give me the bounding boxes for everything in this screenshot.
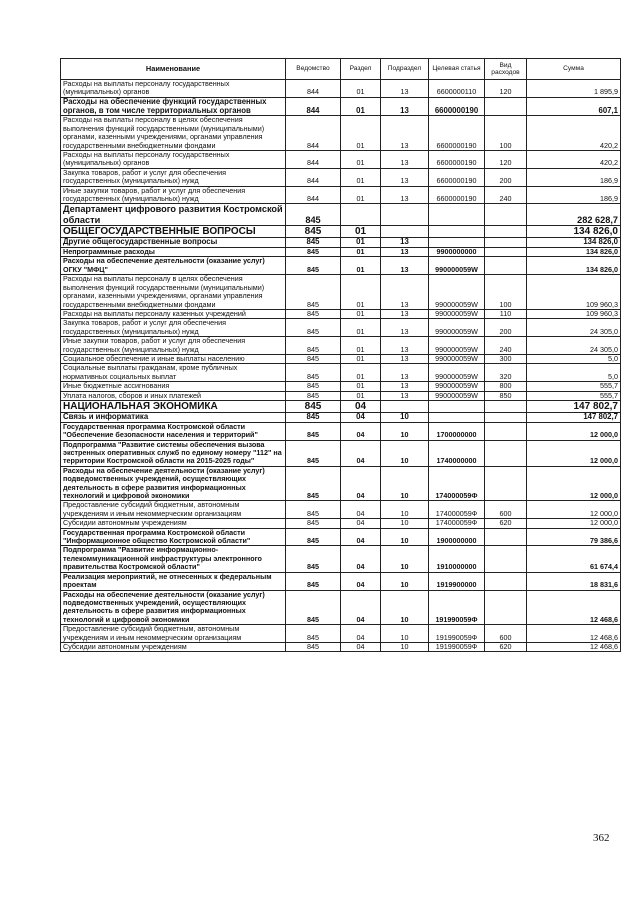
row-section: 01 (341, 257, 381, 275)
row-dept: 845 (286, 625, 341, 643)
row-name: Связь и информатика (61, 412, 286, 422)
row-section: 04 (341, 625, 381, 643)
row-subsection: 13 (381, 186, 429, 204)
table-row (61, 400, 621, 412)
row-target: 1700000000 (429, 422, 485, 440)
table-row (61, 257, 621, 275)
row-exp-type: 850 (485, 391, 527, 400)
row-name: Расходы на обеспечение деятельности (оказание услуг) подведомственных учреждений, осуществляющих деятельность в сфере развития информационных технологий и цифровой экономики (61, 466, 286, 501)
row-section: 04 (341, 422, 381, 440)
row-exp-type: 600 (485, 625, 527, 643)
row-dept: 845 (286, 337, 341, 355)
row-subsection: 13 (381, 116, 429, 151)
row-sum: 147 802,7 (527, 412, 621, 422)
row-section: 04 (341, 466, 381, 501)
row-sum: 12 468,6 (527, 590, 621, 625)
row-dept: 845 (286, 364, 341, 382)
table-row (61, 466, 621, 501)
row-sum: 134 826,0 (527, 226, 621, 238)
row-subsection: 13 (381, 151, 429, 169)
row-exp-type: 320 (485, 364, 527, 382)
table-row (61, 186, 621, 204)
budget-table (60, 58, 621, 652)
row-target: 990000059W (429, 382, 485, 391)
row-section: 01 (341, 226, 381, 238)
row-sum: 24 305,0 (527, 337, 621, 355)
row-sum: 24 305,0 (527, 319, 621, 337)
table-row (61, 275, 621, 310)
table-row (61, 422, 621, 440)
row-target: 1919900000 (429, 572, 485, 590)
row-name: Расходы на выплаты персоналу государственных (муниципальных) органов (61, 151, 286, 169)
row-dept: 845 (286, 248, 341, 257)
row-name: Расходы на выплаты персоналу в целях обеспечения выполнения функций государственными (муниципальными) органами, казенными учреждениями, органами управления государственными внебюджетными фондами (61, 116, 286, 151)
row-target: 191990059Ф (429, 642, 485, 651)
row-dept: 845 (286, 466, 341, 501)
row-dept: 844 (286, 97, 341, 116)
row-name: Закупка товаров, работ и услуг для обеспечения государственных (муниципальных) нужд (61, 168, 286, 186)
row-dept: 845 (286, 319, 341, 337)
row-section: 04 (341, 546, 381, 572)
row-section: 01 (341, 248, 381, 257)
row-exp-type (485, 440, 527, 466)
row-subsection: 10 (381, 466, 429, 501)
row-sum: 5,0 (527, 354, 621, 363)
row-name: Государственная программа Костромской области "Информационное общество Костромской области" (61, 528, 286, 546)
row-dept: 845 (286, 422, 341, 440)
table-row (61, 337, 621, 355)
row-exp-type (485, 257, 527, 275)
row-subsection: 13 (381, 97, 429, 116)
row-dept: 845 (286, 382, 341, 391)
row-target: 1740000000 (429, 440, 485, 466)
row-sum: 12 468,6 (527, 625, 621, 643)
row-exp-type (485, 546, 527, 572)
row-sum: 12 000,0 (527, 519, 621, 528)
table-row (61, 528, 621, 546)
row-name: Предоставление субсидий бюджетным, автономным учреждениям и иным некоммерческим организациям (61, 625, 286, 643)
row-section: 01 (341, 97, 381, 116)
row-dept: 845 (286, 642, 341, 651)
row-subsection: 13 (381, 168, 429, 186)
row-sum: 12 468,6 (527, 642, 621, 651)
row-target: 6600000190 (429, 186, 485, 204)
row-name: Предоставление субсидий бюджетным, автономным учреждениям и иным некоммерческим организациям (61, 501, 286, 519)
row-dept: 845 (286, 275, 341, 310)
row-target (429, 238, 485, 248)
row-sum: 18 831,6 (527, 572, 621, 590)
row-exp-type: 120 (485, 80, 527, 98)
column-header-target: Целевая статья (429, 59, 485, 80)
row-subsection: 13 (381, 309, 429, 318)
row-section (341, 204, 381, 226)
row-exp-type (485, 248, 527, 257)
row-subsection: 13 (381, 354, 429, 363)
row-subsection: 10 (381, 590, 429, 625)
column-header-section: Раздел (341, 59, 381, 80)
row-sum: 186,9 (527, 186, 621, 204)
row-name: Расходы на обеспечение деятельности (оказание услуг) ОГКУ "МФЦ" (61, 257, 286, 275)
table-row (61, 642, 621, 651)
row-sum: 186,9 (527, 168, 621, 186)
row-section: 04 (341, 528, 381, 546)
row-sum: 109 960,3 (527, 309, 621, 318)
row-exp-type: 200 (485, 319, 527, 337)
table-row (61, 248, 621, 257)
row-section: 04 (341, 501, 381, 519)
row-dept: 845 (286, 519, 341, 528)
row-dept: 845 (286, 204, 341, 226)
table-row (61, 238, 621, 248)
row-dept: 845 (286, 226, 341, 238)
row-dept: 845 (286, 440, 341, 466)
table-row (61, 412, 621, 422)
row-section: 01 (341, 354, 381, 363)
row-section: 04 (341, 572, 381, 590)
row-section: 01 (341, 151, 381, 169)
table-body (61, 80, 621, 652)
row-sum: 12 000,0 (527, 440, 621, 466)
table-row (61, 501, 621, 519)
row-subsection: 13 (381, 382, 429, 391)
table-header-row (61, 59, 621, 80)
row-name: Иные закупки товаров, работ и услуг для обеспечения государственных (муниципальных) нужд (61, 337, 286, 355)
row-sum: 12 000,0 (527, 501, 621, 519)
row-section: 04 (341, 400, 381, 412)
row-dept: 845 (286, 257, 341, 275)
row-dept: 845 (286, 400, 341, 412)
row-section: 01 (341, 364, 381, 382)
column-header-dept: Ведомство (286, 59, 341, 80)
row-name: Закупка товаров, работ и услуг для обеспечения государственных (муниципальных) нужд (61, 319, 286, 337)
table-row (61, 546, 621, 572)
row-name: Социальные выплаты гражданам, кроме публичных нормативных социальных выплат (61, 364, 286, 382)
row-target: 990000059W (429, 354, 485, 363)
row-target (429, 226, 485, 238)
row-section: 01 (341, 391, 381, 400)
row-subsection: 10 (381, 642, 429, 651)
row-dept: 844 (286, 151, 341, 169)
row-section: 01 (341, 309, 381, 318)
table-row (61, 204, 621, 226)
row-name: Субсидии автономным учреждениям (61, 519, 286, 528)
table-row (61, 319, 621, 337)
row-subsection: 10 (381, 546, 429, 572)
page-number: 362 (593, 832, 610, 844)
table-row (61, 364, 621, 382)
row-subsection: 13 (381, 337, 429, 355)
row-section: 01 (341, 238, 381, 248)
row-sum: 555,7 (527, 382, 621, 391)
row-subsection: 13 (381, 391, 429, 400)
row-dept: 844 (286, 186, 341, 204)
row-sum: 147 802,7 (527, 400, 621, 412)
table-row (61, 354, 621, 363)
table-row (61, 440, 621, 466)
row-name: Расходы на выплаты персоналу в целях обеспечения выполнения функций государственными (муниципальными) органами, казенными учреждениями, органами управления государственными внебюджетными фондами (61, 275, 286, 310)
row-exp-type: 100 (485, 116, 527, 151)
row-sum: 5,0 (527, 364, 621, 382)
row-target: 990000059W (429, 391, 485, 400)
row-name: Реализация мероприятий, не отнесенных к федеральным проектам (61, 572, 286, 590)
row-name: Расходы на выплаты персоналу казенных учреждений (61, 309, 286, 318)
table-row (61, 391, 621, 400)
row-section: 01 (341, 337, 381, 355)
row-name: Департамент цифрового развития Костромской области (61, 204, 286, 226)
row-section: 04 (341, 590, 381, 625)
row-subsection: 10 (381, 528, 429, 546)
column-header-sum: Сумма (527, 59, 621, 80)
row-section: 01 (341, 186, 381, 204)
row-subsection: 13 (381, 275, 429, 310)
row-target (429, 412, 485, 422)
row-subsection: 13 (381, 248, 429, 257)
row-dept: 844 (286, 116, 341, 151)
row-exp-type: 240 (485, 186, 527, 204)
row-dept: 844 (286, 168, 341, 186)
row-subsection: 10 (381, 422, 429, 440)
row-target: 990000059W (429, 337, 485, 355)
table-row (61, 80, 621, 98)
row-section: 01 (341, 319, 381, 337)
row-name: Государственная программа Костромской области "Обеспечение безопасности населения и территорий" (61, 422, 286, 440)
row-target: 990000059W (429, 275, 485, 310)
row-subsection: 10 (381, 440, 429, 466)
row-name: Другие общегосударственные вопросы (61, 238, 286, 248)
row-sum: 61 674,4 (527, 546, 621, 572)
row-subsection (381, 226, 429, 238)
row-subsection (381, 400, 429, 412)
table-row (61, 382, 621, 391)
row-name: Социальное обеспечение и иные выплаты населению (61, 354, 286, 363)
row-target: 191990059Ф (429, 625, 485, 643)
row-dept: 845 (286, 528, 341, 546)
row-subsection: 10 (381, 412, 429, 422)
table-row (61, 97, 621, 116)
row-name: ОБЩЕГОСУДАРСТВЕННЫЕ ВОПРОСЫ (61, 226, 286, 238)
row-exp-type: 200 (485, 168, 527, 186)
table-row (61, 309, 621, 318)
row-target: 1910000000 (429, 546, 485, 572)
row-sum: 1 895,9 (527, 80, 621, 98)
row-section: 04 (341, 519, 381, 528)
row-name: Иные закупки товаров, работ и услуг для обеспечения государственных (муниципальных) нужд (61, 186, 286, 204)
budget-table-page (60, 58, 620, 652)
row-dept: 845 (286, 309, 341, 318)
row-target: 6600000110 (429, 80, 485, 98)
row-target: 9900000000 (429, 248, 485, 257)
row-sum: 79 386,6 (527, 528, 621, 546)
row-target: 174000059Ф (429, 519, 485, 528)
row-exp-type: 800 (485, 382, 527, 391)
row-dept: 845 (286, 590, 341, 625)
row-subsection: 10 (381, 572, 429, 590)
row-section: 04 (341, 440, 381, 466)
row-exp-type (485, 226, 527, 238)
row-exp-type: 600 (485, 501, 527, 519)
row-exp-type: 120 (485, 151, 527, 169)
row-target (429, 400, 485, 412)
row-name: Расходы на выплаты персоналу государственных (муниципальных) органов (61, 80, 286, 98)
row-sum: 134 826,0 (527, 248, 621, 257)
table-row (61, 590, 621, 625)
row-exp-type (485, 466, 527, 501)
row-exp-type (485, 204, 527, 226)
row-exp-type (485, 590, 527, 625)
column-header-exp-type: Вид расходов (485, 59, 527, 80)
table-row (61, 151, 621, 169)
row-subsection: 13 (381, 80, 429, 98)
row-subsection: 10 (381, 501, 429, 519)
row-target: 1900000000 (429, 528, 485, 546)
row-target: 174000059Ф (429, 501, 485, 519)
row-dept: 845 (286, 412, 341, 422)
row-subsection: 10 (381, 625, 429, 643)
row-target: 990000059W (429, 319, 485, 337)
row-dept: 845 (286, 238, 341, 248)
table-row (61, 226, 621, 238)
row-dept: 845 (286, 501, 341, 519)
row-subsection (381, 204, 429, 226)
row-sum: 555,7 (527, 391, 621, 400)
row-subsection: 13 (381, 319, 429, 337)
row-sum: 282 628,7 (527, 204, 621, 226)
table-row (61, 625, 621, 643)
column-header-subsection: Подраздел (381, 59, 429, 80)
row-exp-type: 110 (485, 309, 527, 318)
row-sum: 12 000,0 (527, 466, 621, 501)
row-section: 01 (341, 116, 381, 151)
row-exp-type (485, 528, 527, 546)
row-dept: 845 (286, 391, 341, 400)
row-dept: 845 (286, 546, 341, 572)
row-target: 6600000190 (429, 97, 485, 116)
row-target: 990000059W (429, 364, 485, 382)
row-name: Уплата налогов, сборов и иных платежей (61, 391, 286, 400)
row-exp-type: 620 (485, 519, 527, 528)
row-section: 04 (341, 642, 381, 651)
row-subsection: 10 (381, 519, 429, 528)
row-exp-type (485, 238, 527, 248)
row-name: Субсидии автономным учреждениям (61, 642, 286, 651)
row-name: Подпрограмма "Развитие информационно-телекоммуникационной инфраструктуры электронного правительства Костромской области" (61, 546, 286, 572)
table-row (61, 116, 621, 151)
table-row (61, 168, 621, 186)
row-exp-type: 620 (485, 642, 527, 651)
row-name: Расходы на обеспечение деятельности (оказание услуг) подведомственных учреждений, осуществляющих деятельность в сфере развития информационных технологий и цифровой экономики (61, 590, 286, 625)
row-target: 6600000190 (429, 168, 485, 186)
row-name: Расходы на обеспечение функций государственных органов, в том числе территориальных органов (61, 97, 286, 116)
row-sum: 12 000,0 (527, 422, 621, 440)
row-target: 174000059Ф (429, 466, 485, 501)
row-exp-type (485, 400, 527, 412)
row-target: 990000059W (429, 257, 485, 275)
row-subsection: 13 (381, 257, 429, 275)
row-exp-type: 100 (485, 275, 527, 310)
row-target (429, 204, 485, 226)
row-dept: 845 (286, 572, 341, 590)
row-sum: 134 826,0 (527, 238, 621, 248)
row-section: 04 (341, 412, 381, 422)
row-target: 191990059Ф (429, 590, 485, 625)
row-sum: 607,1 (527, 97, 621, 116)
row-section: 01 (341, 168, 381, 186)
row-name: Иные бюджетные ассигнования (61, 382, 286, 391)
row-target: 6600000190 (429, 116, 485, 151)
row-name: НАЦИОНАЛЬНАЯ ЭКОНОМИКА (61, 400, 286, 412)
table-row (61, 572, 621, 590)
row-section: 01 (341, 382, 381, 391)
row-exp-type (485, 97, 527, 116)
row-exp-type (485, 572, 527, 590)
row-dept: 844 (286, 80, 341, 98)
row-exp-type: 240 (485, 337, 527, 355)
row-dept: 845 (286, 354, 341, 363)
row-name: Подпрограмма "Развитие системы обеспечения вызова экстренных оперативных служб по единому номеру "112" на территории Костромской области на 2015-2025 годы" (61, 440, 286, 466)
row-exp-type: 300 (485, 354, 527, 363)
row-exp-type (485, 422, 527, 440)
row-subsection: 13 (381, 238, 429, 248)
row-subsection: 13 (381, 364, 429, 382)
row-exp-type (485, 412, 527, 422)
table-row (61, 519, 621, 528)
row-name: Непрограммные расходы (61, 248, 286, 257)
row-section: 01 (341, 275, 381, 310)
row-target: 990000059W (429, 309, 485, 318)
row-target: 6600000190 (429, 151, 485, 169)
row-sum: 420,2 (527, 116, 621, 151)
row-section: 01 (341, 80, 381, 98)
row-sum: 109 960,3 (527, 275, 621, 310)
column-header-name: Наименование (61, 59, 286, 80)
row-sum: 420,2 (527, 151, 621, 169)
row-sum: 134 826,0 (527, 257, 621, 275)
